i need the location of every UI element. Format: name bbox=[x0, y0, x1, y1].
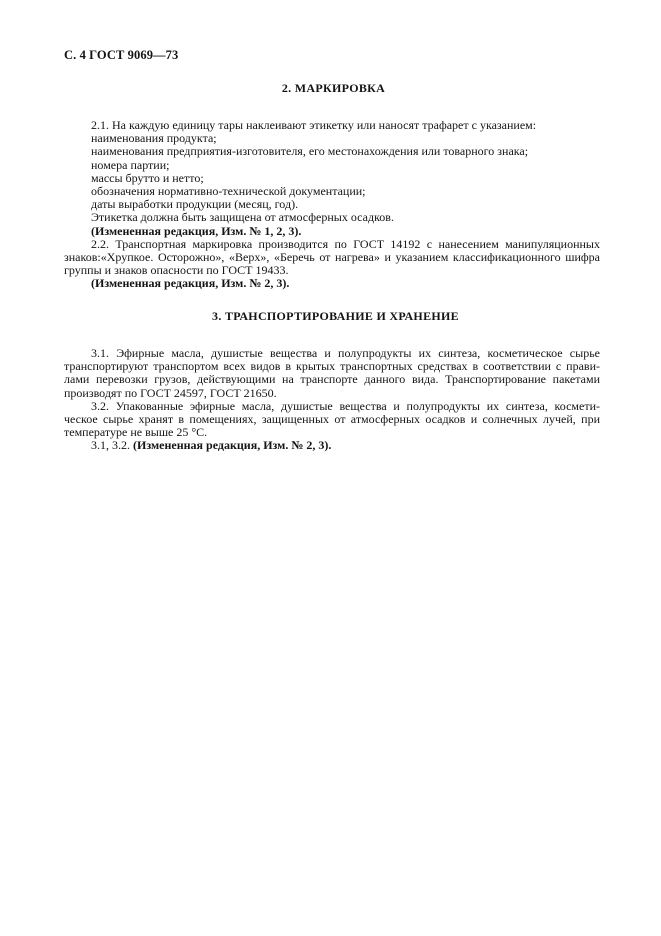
list-item: номера партии; bbox=[91, 157, 170, 172]
section-marking-body bbox=[64, 119, 600, 290]
list-item: обозначения нормативно-технической документации; bbox=[91, 183, 366, 198]
paragraph-2-2-line: группы и знаков опасности по ГОСТ 19433. bbox=[64, 263, 289, 278]
paragraph-2-2-line: знаков:«Хрупкое. Осторожно», «Верх», «Беречь от нагрева» и указанием классификационного шифра bbox=[64, 250, 600, 264]
paragraph-3-1-line: лами перевозки грузов, действующими на транспорте данного вида. Транспортирование пакетами bbox=[64, 373, 600, 387]
paragraph-3-1-line: производят по ГОСТ 24597, ГОСТ 21650. bbox=[64, 385, 277, 400]
list-item: даты выработки продукции (месяц, год). bbox=[91, 197, 299, 212]
list-item: наименования предприятия-изготовителя, его местонахождения или товарного знака; bbox=[91, 144, 529, 159]
list-item: массы брутто и нетто; bbox=[91, 170, 204, 185]
section-title-marking: 2. МАРКИРОВКА bbox=[281, 81, 386, 95]
revision-ref: 3.1, 3.2. bbox=[91, 438, 130, 453]
paragraph-3-2-line: 3.2. Упакованные эфирные масла, душистые вещества и полупродукты их синтеза, космети- bbox=[91, 399, 600, 413]
section-title-transport-storage: 3. ТРАНСПОРТИРОВАНИЕ И ХРАНЕНИЕ bbox=[212, 309, 459, 323]
list-item: наименования продукта; bbox=[91, 131, 217, 146]
paragraph-2-1-intro: 2.1. На каждую единицу тары наклеивают этикетку или наносят трафарет с указанием: bbox=[91, 118, 537, 132]
page-header: С. 4 ГОСТ 9069—73 bbox=[64, 48, 179, 62]
paragraph-3-1-line: транспортируют транспортом всех видов в крытых транспортных средствах в соответствии с прави- bbox=[64, 360, 600, 374]
revision-note-text: (Измененная редакция, Изм. № 2, 3). bbox=[133, 438, 332, 453]
revision-note-2-2: (Измененная редакция, Изм. № 2, 3). bbox=[91, 276, 290, 291]
paragraph-3-1-line: 3.1. Эфирные масла, душистые вещества и полупродукты их синтеза, косметическое сырье bbox=[91, 347, 600, 360]
section-transport-body bbox=[64, 347, 600, 453]
revision-note-3 bbox=[64, 439, 600, 452]
revision-note-2-1: (Измененная редакция, Изм. № 1, 2, 3). bbox=[91, 223, 302, 238]
paragraph-3-2-line: температуре не выше 25 °С. bbox=[64, 425, 208, 440]
paragraph-2-2-line: 2.2. Транспортная маркировка производится по ГОСТ 14192 с нанесением манипуляционных bbox=[91, 237, 600, 251]
paragraph-3-2-line: ческое сырье хранят в помещениях, защищенных от атмосферных осадков и солнечных лучей, при bbox=[64, 412, 600, 426]
label-protection-note: Этикетка должна быть защищена от атмосферных осадков. bbox=[91, 210, 394, 225]
